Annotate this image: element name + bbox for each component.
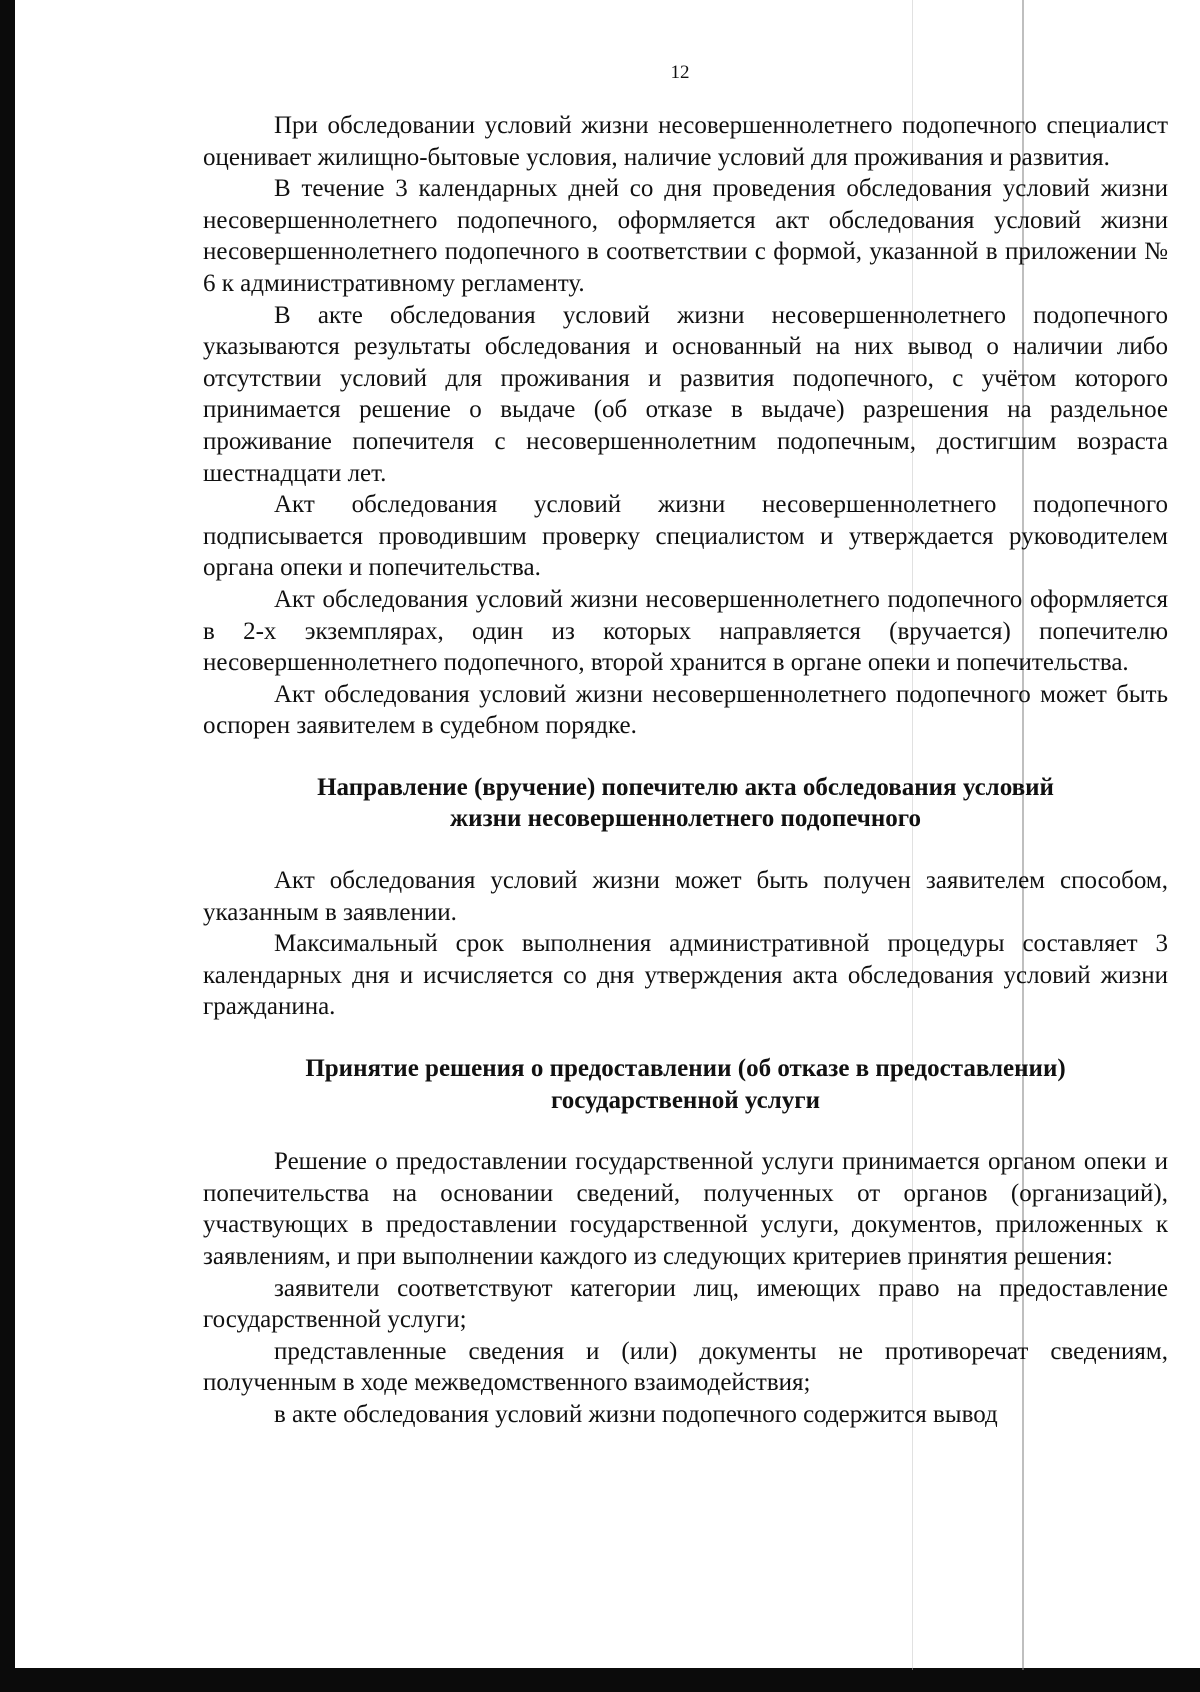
paragraph: Акт обследования условий жизни несовершеннолетнего подопечного может быть оспорен заявителем в судебном порядке.	[203, 680, 1168, 740]
section-heading-delivery	[203, 772, 1168, 835]
paragraph: Акт обследования условий жизни несовершеннолетнего подопечного оформляется в 2-х экземплярах, один из которых направляется (вручается) попечителю несовершеннолетнего подопечного, второй хранится в органе опеки и попечительства.	[203, 585, 1168, 677]
paragraph: представленные сведения и (или) документы не противоречат сведениям, полученным в ходе межведомственного взаимодействия;	[203, 1337, 1168, 1397]
paragraph: в акте обследования условий жизни подопечного содержится вывод	[274, 1400, 998, 1428]
page-number: 12	[670, 62, 690, 83]
scan-edge-bottom	[0, 1668, 1200, 1692]
paragraph: Максимальный срок выполнения административной процедуры составляет 3 календарных дня и исчисляется со дня утверждения акта обследования условий жизни гражданина.	[203, 930, 1168, 1021]
heading-line: жизни несовершеннолетнего подопечного	[450, 805, 921, 833]
paragraph: Акт обследования условий жизни может быть получен заявителем способом, указанным в заявлении.	[203, 867, 1168, 926]
paragraph: Акт обследования условий жизни несовершеннолетнего подопечного подписывается проводившим проверку специалистом и утверждается руководителем органа опеки и попечительства.	[203, 491, 1168, 582]
document-body	[203, 110, 1168, 1431]
section-delivery	[203, 865, 1168, 1023]
paragraph: В течение 3 календарных дней со дня проведения обследования условий жизни несовершеннолетнего подопечного, оформляется акт обследования условий жизни несовершеннолетнего подопечного в соответствии с формой, указанной в приложении № 6 к административному регламенту.	[203, 175, 1168, 297]
section-heading-decision	[203, 1053, 1168, 1116]
section-decision	[203, 1146, 1168, 1430]
paragraph: В акте обследования условий жизни несовершеннолетнего подопечного указываются результаты обследования и основанный на них вывод о наличии либо отсутствии условий для проживания и развития подопечного, с учётом которого принимается решение о выдаче (об отказе в выдаче) разрешения на раздельное проживание попечителя с несовершеннолетним подопечным, достигшим возраста шестнадцати лет.	[203, 301, 1168, 487]
heading-line: Принятие решения о предоставлении (об отказе в предоставлении)	[305, 1055, 1066, 1083]
paragraph: Решение о предоставлении государственной услуги принимается органом опеки и попечительства на основании сведений, полученных от органов (организаций), участвующих в предоставлении государственной услуги, документов, приложенных к заявлениям, и при выполнении каждого из следующих критериев принятия решения:	[203, 1148, 1168, 1270]
paragraph: заявители соответствуют категории лиц, имеющих право на предоставление государственной услуги;	[203, 1274, 1168, 1334]
heading-line: Направление (вручение) попечителю акта обследования условий	[317, 773, 1054, 801]
heading-line: государственной услуги	[550, 1086, 821, 1114]
paragraph: При обследовании условий жизни несовершеннолетнего подопечного специалист оценивает жилищно-бытовые условия, наличие условий для проживания и развития.	[203, 112, 1168, 171]
scan-edge-left	[0, 0, 15, 1692]
section-intro	[203, 110, 1168, 742]
